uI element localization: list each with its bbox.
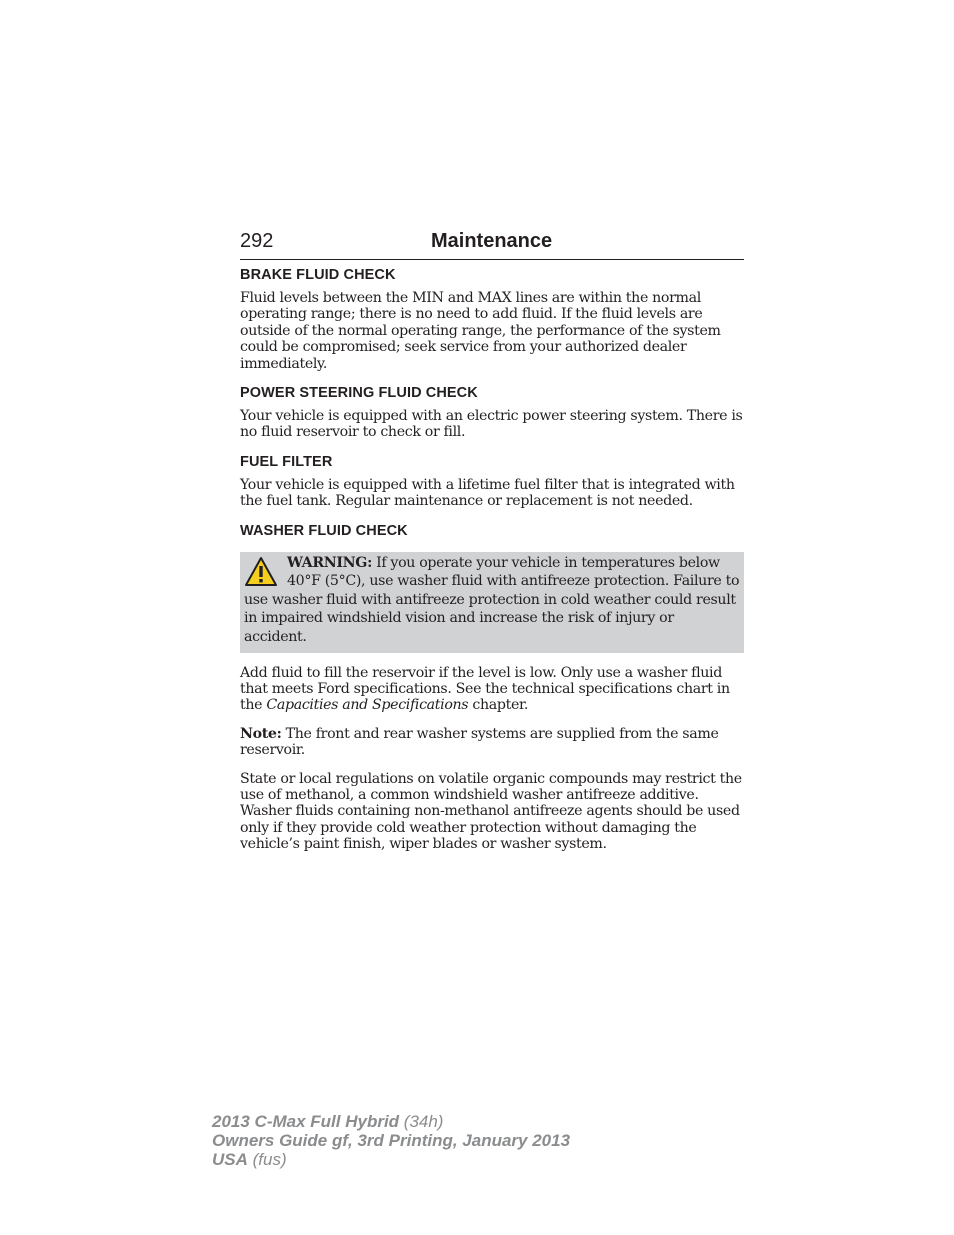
brake-fluid-text: Fluid levels between the MIN and MAX lines are within the normal operating range; there is no need to add fluid. If the fluid levels are outside of the normal operating range, the performance of the system could be compromised; seek service from your authorized dealer immediately. xyxy=(240,290,721,372)
section-title: Maintenance xyxy=(431,230,553,252)
fuel-filter-text: Your vehicle is equipped with a lifetime fuel filter that is integrated with the fuel tank. Regular maintenance or replacement is not needed. xyxy=(240,476,735,510)
footer-model: 2013 C-Max Full Hybrid xyxy=(212,1112,400,1131)
brake-fluid-heading: BRAKE FLUID CHECK xyxy=(240,267,396,283)
note-text: The front and rear washer systems are supplied from the same reservoir. xyxy=(240,725,719,759)
note-paragraph xyxy=(240,726,744,759)
page-content xyxy=(240,266,744,865)
footer-region: USA xyxy=(212,1150,248,1169)
warning-triangle-icon xyxy=(244,556,278,588)
power-steering-text: Your vehicle is equipped with an electric power steering system. There is no fluid reservoir to check or fill. xyxy=(240,408,743,441)
washer-add-fluid-intro: Add fluid to fill the reservoir if the level is low. Only use a washer fluid that meets Ford specifications. See the technical specifications chart in the xyxy=(240,664,730,714)
page-header xyxy=(240,229,744,260)
washer-add-fluid-text xyxy=(240,665,744,714)
warning-text: If you operate your vehicle in temperatures below 40°F (5°C), use washer fluid with antifreeze protection. Failure to use washer fluid with antifreeze protection in cold weather could result in impaired windshield vision and increase the risk of injury or accident. xyxy=(244,554,740,646)
chapter-reference: Capacities and Specifications xyxy=(266,697,469,714)
footer-line-1 xyxy=(212,1112,570,1131)
voc-regulations-text: State or local regulations on volatile organic compounds may restrict the use of methanol, a common windshield washer antifreeze additive. Washer fluids containing non-methanol antifreeze agents should be used only if they provide cold weather protection without damaging the vehicle’s paint finish, wiper blades or washer system. xyxy=(240,770,742,853)
washer-fluid-heading: WASHER FLUID CHECK xyxy=(240,522,408,539)
washer-add-fluid-outro: chapter. xyxy=(468,697,529,714)
footer xyxy=(212,1112,570,1169)
power-steering-heading: POWER STEERING FLUID CHECK xyxy=(240,385,478,402)
footer-region-code: (fus) xyxy=(247,1150,287,1169)
note-label: Note: xyxy=(240,725,282,742)
fuel-filter-heading: FUEL FILTER xyxy=(240,453,333,470)
footer-line-2: Owners Guide gf, 3rd Printing, January 2013 xyxy=(212,1131,571,1150)
page-number: 292 xyxy=(240,230,274,252)
warning-label: WARNING: xyxy=(287,554,372,571)
warning-box xyxy=(240,552,744,653)
footer-model-code: (34h) xyxy=(399,1112,444,1131)
footer-line-3 xyxy=(212,1150,570,1169)
